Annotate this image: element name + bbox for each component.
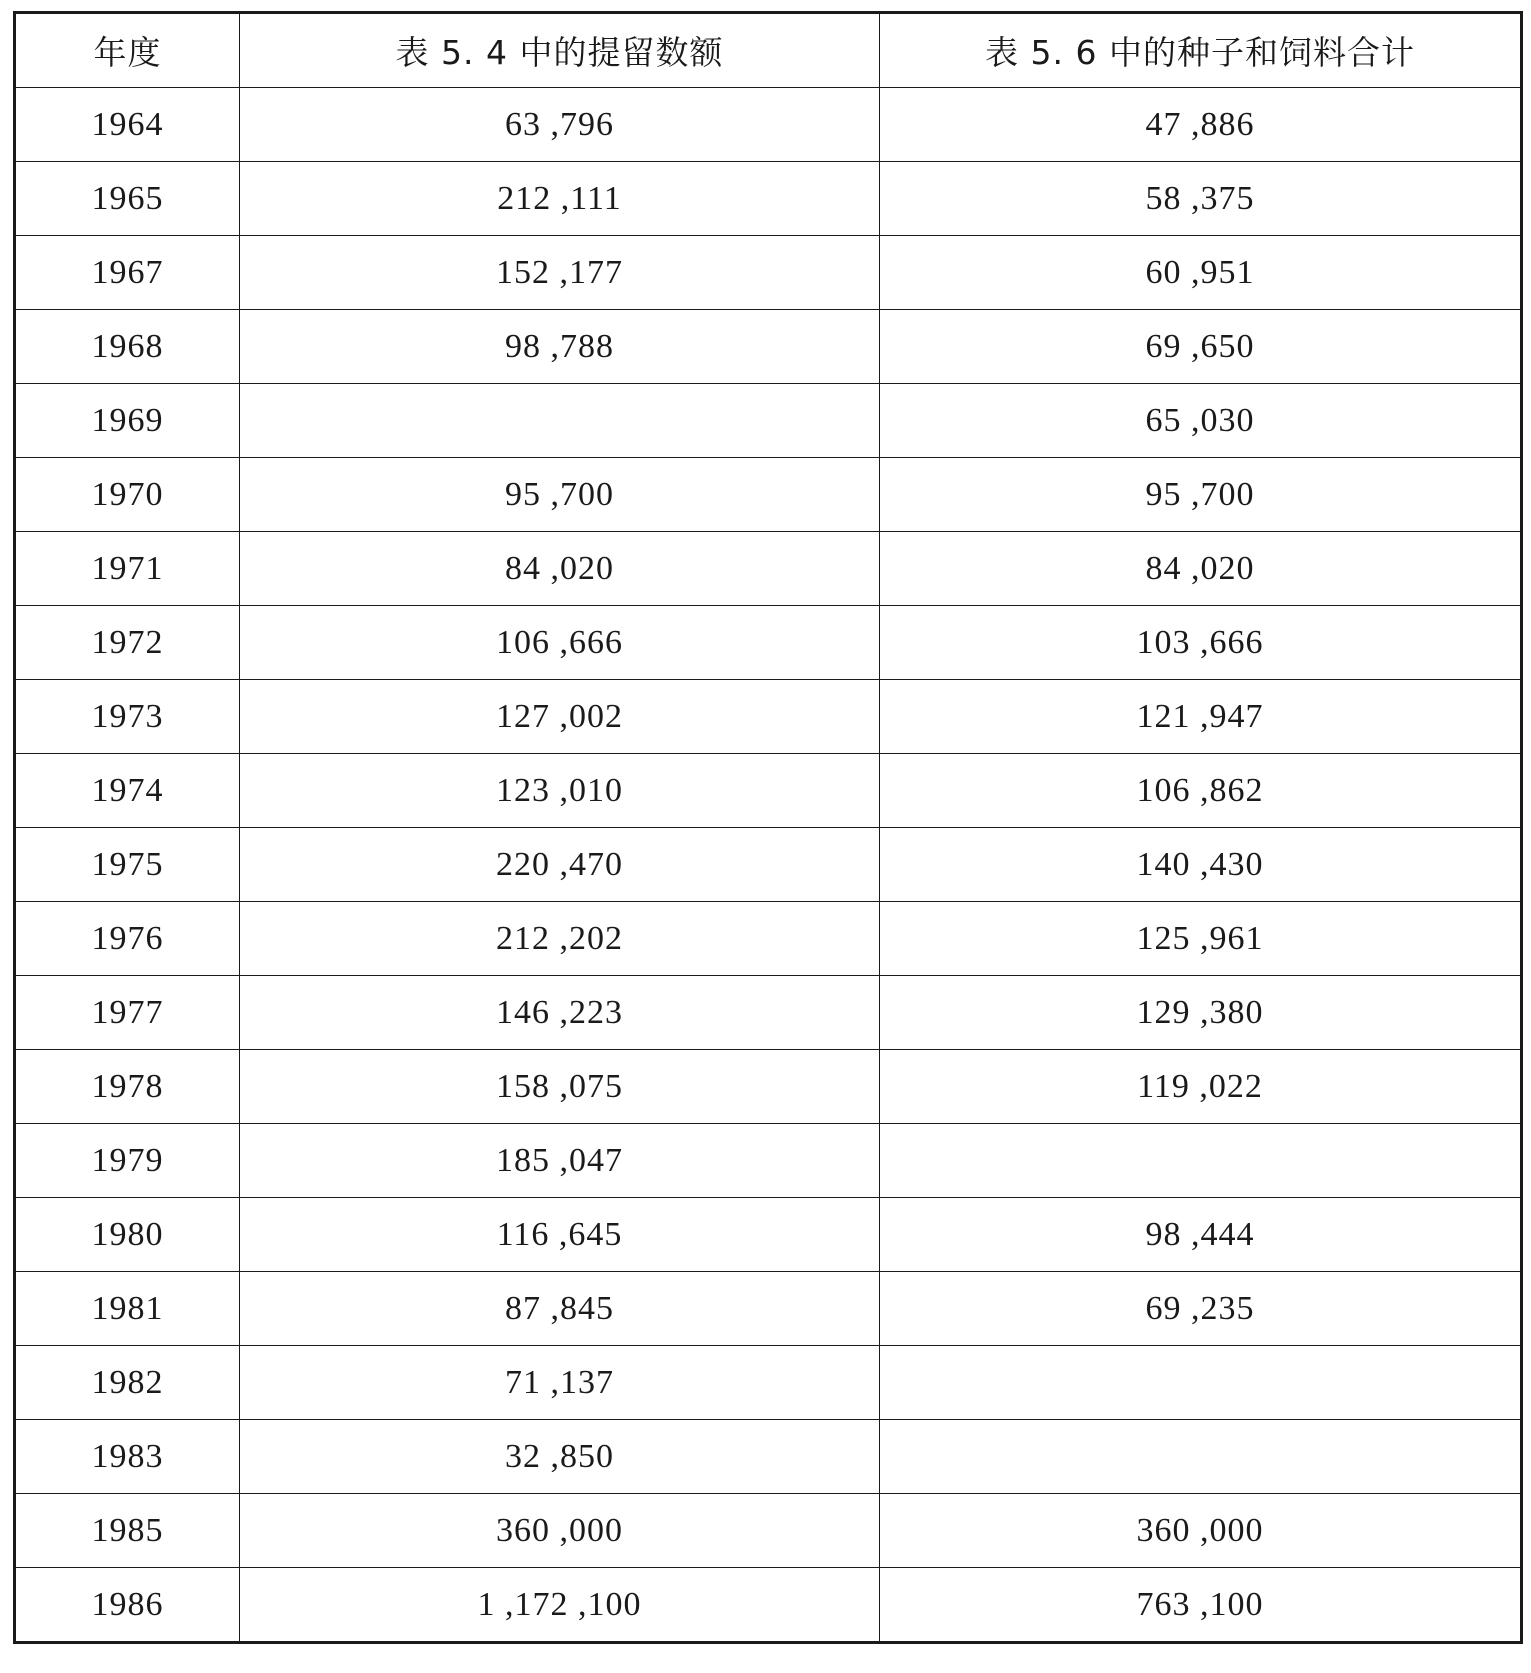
data-table <box>13 11 1523 1644</box>
table-row <box>15 1346 1522 1420</box>
cell-retained-amount: 32 ,850 <box>240 1420 880 1494</box>
cell-retained-amount: 158 ,075 <box>240 1050 880 1124</box>
cell-seed-feed-total: 121 ,947 <box>880 680 1522 754</box>
cell-seed-feed-total: 69 ,650 <box>880 310 1522 384</box>
cell-seed-feed-total: 95 ,700 <box>880 458 1522 532</box>
table-row <box>15 902 1522 976</box>
cell-year: 1970 <box>15 458 240 532</box>
cell-seed-feed-total: 125 ,961 <box>880 902 1522 976</box>
cell-retained-amount: 1 ,172 ,100 <box>240 1568 880 1643</box>
table-row <box>15 754 1522 828</box>
cell-retained-amount: 123 ,010 <box>240 754 880 828</box>
cell-year: 1981 <box>15 1272 240 1346</box>
table-row <box>15 532 1522 606</box>
cell-seed-feed-total: 65 ,030 <box>880 384 1522 458</box>
cell-year: 1982 <box>15 1346 240 1420</box>
table-row <box>15 1420 1522 1494</box>
table-row <box>15 1050 1522 1124</box>
cell-retained-amount: 116 ,645 <box>240 1198 880 1272</box>
table-row <box>15 1494 1522 1568</box>
cell-seed-feed-total <box>880 1420 1522 1494</box>
cell-year: 1976 <box>15 902 240 976</box>
cell-year: 1972 <box>15 606 240 680</box>
cell-retained-amount: 106 ,666 <box>240 606 880 680</box>
cell-year: 1964 <box>15 88 240 162</box>
cell-retained-amount: 220 ,470 <box>240 828 880 902</box>
cell-seed-feed-total: 106 ,862 <box>880 754 1522 828</box>
cell-year: 1985 <box>15 1494 240 1568</box>
cell-seed-feed-total: 360 ,000 <box>880 1494 1522 1568</box>
cell-retained-amount: 146 ,223 <box>240 976 880 1050</box>
cell-year: 1977 <box>15 976 240 1050</box>
table-row <box>15 680 1522 754</box>
cell-retained-amount: 212 ,111 <box>240 162 880 236</box>
table-row <box>15 828 1522 902</box>
cell-retained-amount: 84 ,020 <box>240 532 880 606</box>
cell-year: 1974 <box>15 754 240 828</box>
cell-year: 1973 <box>15 680 240 754</box>
cell-retained-amount: 87 ,845 <box>240 1272 880 1346</box>
table-row <box>15 1272 1522 1346</box>
cell-year: 1986 <box>15 1568 240 1643</box>
table-body <box>15 88 1522 1643</box>
cell-retained-amount: 95 ,700 <box>240 458 880 532</box>
cell-retained-amount: 127 ,002 <box>240 680 880 754</box>
cell-seed-feed-total <box>880 1346 1522 1420</box>
cell-seed-feed-total: 69 ,235 <box>880 1272 1522 1346</box>
cell-retained-amount: 152 ,177 <box>240 236 880 310</box>
cell-seed-feed-total: 47 ,886 <box>880 88 1522 162</box>
cell-seed-feed-total: 140 ,430 <box>880 828 1522 902</box>
cell-seed-feed-total: 119 ,022 <box>880 1050 1522 1124</box>
cell-retained-amount: 185 ,047 <box>240 1124 880 1198</box>
cell-year: 1983 <box>15 1420 240 1494</box>
table-row <box>15 1198 1522 1272</box>
cell-seed-feed-total: 58 ,375 <box>880 162 1522 236</box>
table-row <box>15 162 1522 236</box>
cell-seed-feed-total: 129 ,380 <box>880 976 1522 1050</box>
table-row <box>15 88 1522 162</box>
table-row <box>15 384 1522 458</box>
cell-year: 1980 <box>15 1198 240 1272</box>
header-seed-feed-total: 表 5. 6 中的种子和饲料合计 <box>880 13 1522 88</box>
cell-seed-feed-total: 98 ,444 <box>880 1198 1522 1272</box>
header-retained-amount: 表 5. 4 中的提留数额 <box>240 13 880 88</box>
cell-seed-feed-total: 103 ,666 <box>880 606 1522 680</box>
cell-seed-feed-total <box>880 1124 1522 1198</box>
cell-seed-feed-total: 763 ,100 <box>880 1568 1522 1643</box>
cell-year: 1965 <box>15 162 240 236</box>
cell-retained-amount <box>240 384 880 458</box>
cell-retained-amount: 360 ,000 <box>240 1494 880 1568</box>
table-header-row <box>15 13 1522 88</box>
cell-year: 1969 <box>15 384 240 458</box>
cell-year: 1968 <box>15 310 240 384</box>
table-row <box>15 606 1522 680</box>
cell-year: 1979 <box>15 1124 240 1198</box>
cell-retained-amount: 98 ,788 <box>240 310 880 384</box>
cell-retained-amount: 71 ,137 <box>240 1346 880 1420</box>
cell-year: 1967 <box>15 236 240 310</box>
cell-retained-amount: 63 ,796 <box>240 88 880 162</box>
header-year: 年度 <box>15 13 240 88</box>
table-row <box>15 236 1522 310</box>
table-row <box>15 458 1522 532</box>
table-row <box>15 310 1522 384</box>
table-row <box>15 976 1522 1050</box>
cell-year: 1971 <box>15 532 240 606</box>
cell-seed-feed-total: 84 ,020 <box>880 532 1522 606</box>
cell-year: 1978 <box>15 1050 240 1124</box>
cell-retained-amount: 212 ,202 <box>240 902 880 976</box>
cell-year: 1975 <box>15 828 240 902</box>
table-row <box>15 1568 1522 1643</box>
table-row <box>15 1124 1522 1198</box>
cell-seed-feed-total: 60 ,951 <box>880 236 1522 310</box>
